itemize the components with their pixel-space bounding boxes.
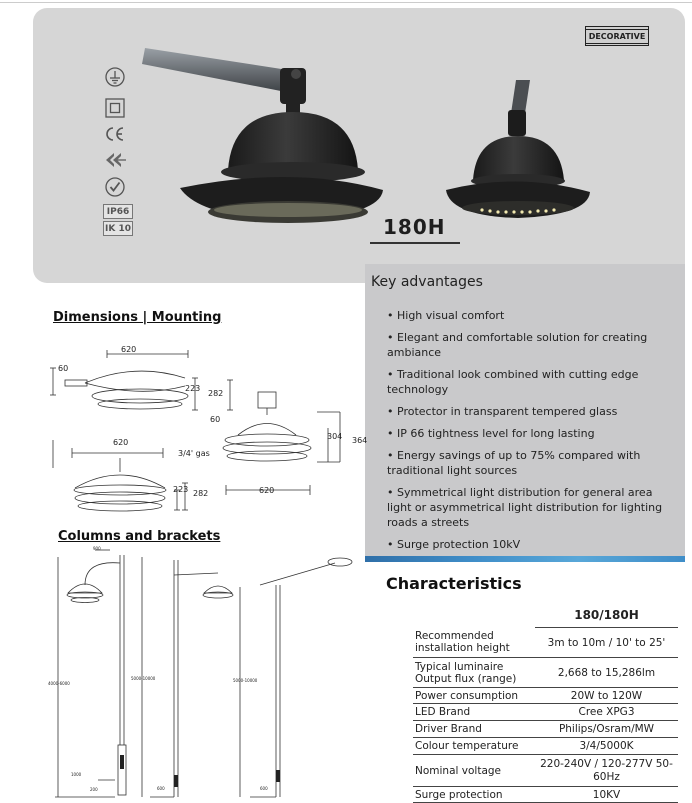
column-label: 600 [260,786,268,791]
dim-label: 620 [259,486,275,495]
advantage-item: • Surge protection 10kV [387,537,679,552]
dim-label: 304 [327,432,343,441]
table-row [413,738,678,755]
table-row [413,787,678,803]
column-label: 1000 [71,772,82,777]
row-value: Cree XPG3 [535,704,678,721]
eac-mark-icon [104,151,128,169]
column-label: 5000-10000 [233,678,258,683]
columns-drawing [40,545,360,800]
row-label: Typical luminaire Output flux (range) [413,658,535,688]
row-value: 2,668 to 15,286lm [535,658,678,688]
model-underline [370,242,460,244]
luminaire-large-image [140,40,390,240]
column-label: 600 [157,786,165,791]
row-label: Nominal voltage [413,755,535,787]
column-label: 900 [93,546,101,551]
row-label: LED Brand [413,704,535,721]
ip66-rating: IP66 [103,204,133,219]
model-column-header: 180/180H [535,603,678,628]
column-label: 4000-6000 [48,681,70,686]
ik10-rating: IK 10 [103,221,133,236]
rohs-icon [104,176,126,198]
decorative-badge [585,26,649,46]
advantage-item: • Traditional look combined with cutting edge technology [387,367,679,397]
columns-title: Columns and brackets [58,529,221,544]
ce-mark-icon [104,125,126,143]
dimensions-title: Dimensions | Mounting [53,310,222,325]
dim-label: 282 [193,489,209,498]
table-row [413,658,678,688]
double-insulation-icon [104,97,126,119]
key-advantages-list [387,308,679,559]
row-value: 3/4/5000K [535,738,678,755]
row-value: 220-240V / 120-277V 50-60Hz [535,755,678,787]
top-rule [0,2,692,3]
dim-label: 60 [58,364,69,373]
advantage-item: • IP 66 tightness level for long lasting [387,426,679,441]
row-label: Colour temperature [413,738,535,755]
table-header-row [413,603,678,628]
table-row [413,688,678,704]
row-value: 20W to 120W [535,688,678,704]
table-row [413,721,678,738]
advantage-item: • Energy savings of up to 75% compared with traditional light sources [387,448,679,478]
advantage-item: • Symmetrical light distribution for general area light or asymmetrical light distribution for lighting roads a streets [387,485,679,530]
advantage-item: • High visual comfort [387,308,679,323]
row-value: Philips/Osram/MW [535,721,678,738]
advantage-item: • Elegant and comfortable solution for creating ambiance [387,330,679,360]
dim-label: 3/4' gas [178,449,210,458]
column-label: 5000-10000 [131,676,156,681]
dim-label: 620 [113,438,129,447]
advantage-item: • Protector in transparent tempered glass [387,404,679,419]
blue-accent-strip [365,556,685,562]
table-row [413,704,678,721]
dim-label: 223 [173,485,189,494]
dim-label: 223 [185,384,201,393]
dimensions-drawing [45,340,375,520]
characteristics-title: Characteristics [386,574,522,593]
table-row [413,628,678,658]
earth-ground-icon [104,66,126,88]
key-advantages-panel [365,264,685,562]
row-label: Driver Brand [413,721,535,738]
luminaire-small-image [438,80,603,230]
dim-label: 282 [208,389,224,398]
model-name: 180H [383,215,446,239]
characteristics-table [413,603,678,803]
row-label: Surge protection [413,787,535,803]
dim-label: 620 [121,345,137,354]
dim-label: 364 [352,436,368,445]
table-row [413,755,678,787]
row-label: Power consumption [413,688,535,704]
column-label: 200 [90,787,98,792]
row-label: Recommended installation height [413,628,535,658]
dim-label: 60 [210,415,221,424]
row-value: 10KV [535,787,678,803]
row-value: 3m to 10m / 10' to 25' [535,628,678,658]
badge-label: DECORATIVE [585,29,650,44]
key-advantages-title: Key advantages [371,274,483,290]
